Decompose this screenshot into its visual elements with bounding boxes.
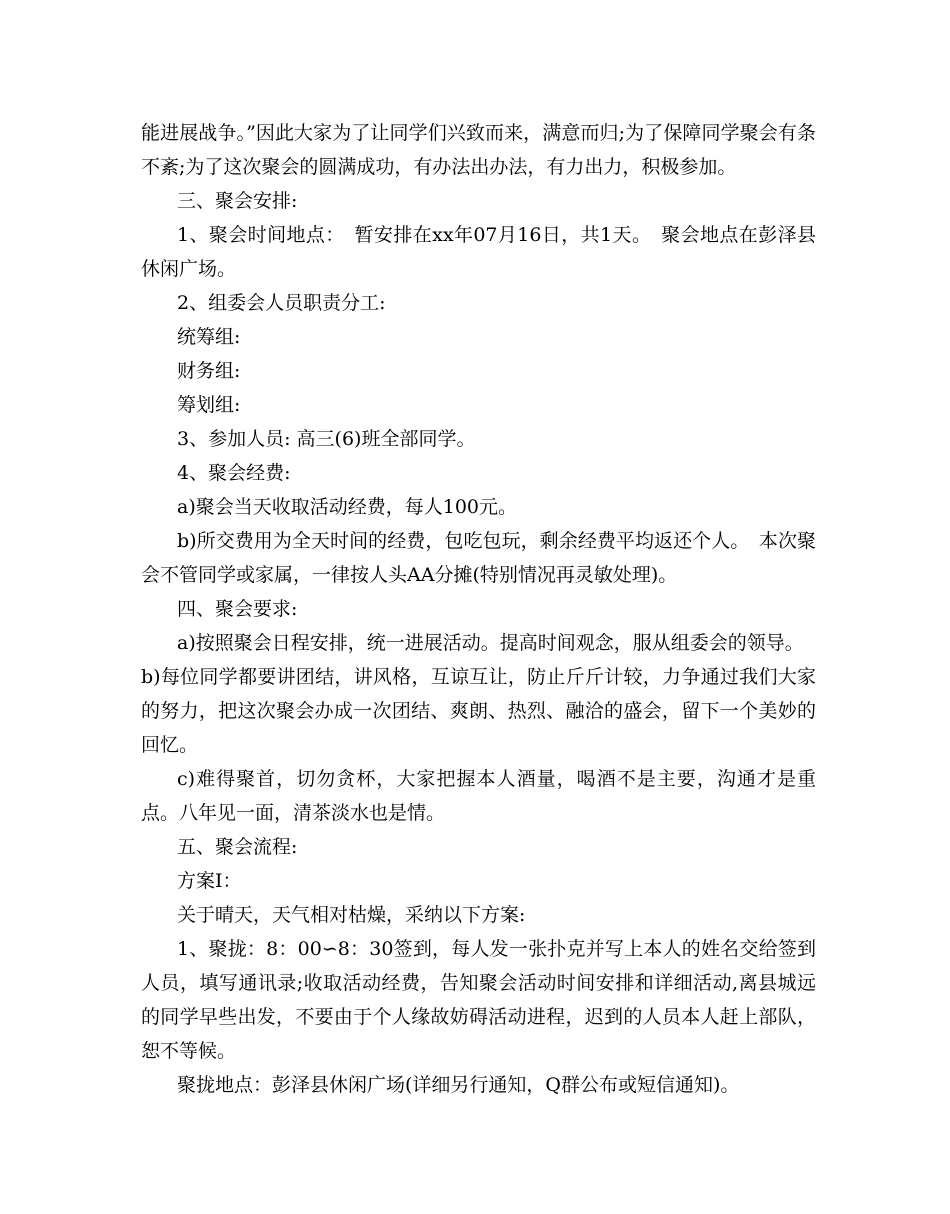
paragraph: 方案Ⅰ： <box>177 870 242 892</box>
paragraph: 筹划组: <box>177 394 241 416</box>
paragraph: 能进展战争。”因此大家为了让同学们兴致而来，满意而归;为了保障同学聚会有条不紊;为了这次聚会的圆满成功，有办法出办法，有力出力，积极参加。 <box>141 122 816 178</box>
paragraph: c)难得聚首，切勿贪杯，大家把握本人酒量，喝酒不是主要，沟通才是重点。八年见一面，清茶淡水也是情。 <box>141 768 816 824</box>
paragraph: 财务组: <box>177 360 241 382</box>
document-body <box>141 116 816 1102</box>
paragraph: 1、聚会时间地点： 暂安排在xx年07月16日，共1天。 聚会地点在彭泽县休闲广场。 <box>141 224 816 280</box>
section-heading-requirements: 四、聚会要求: <box>177 598 298 620</box>
paragraph: 1、聚拢：8：00∽8：30签到，每人发一张扑克并写上本人的姓名交给签到人员，填写通讯录;收取活动经费，告知聚会活动时间安排和详细活动,离县城远的同学早些出发，不要由于个人缘故妨碍活动进程，迟到的人员本人赶上部队，恕不等候。 <box>141 938 816 1062</box>
section-heading-process: 五、聚会流程: <box>177 836 298 858</box>
paragraph: 3、参加人员: 高三(6)班全部同学。 <box>177 428 476 450</box>
paragraph: b)每位同学都要讲团结，讲风格，互谅互让，防止斤斤计较，力争通过我们大家的努力，把这次聚会办成一次团结、爽朗、热烈、融洽的盛会，留下一个美妙的回忆。 <box>141 666 816 756</box>
paragraph: b)所交费用为全天时间的经费，包吃包玩，剩余经费平均返还个人。 本次聚会不管同学或家属，一律按人头AA分摊(特别情况再灵敏处理)。 <box>141 530 816 586</box>
paragraph: a)按照聚会日程安排，统一进展活动。提高时间观念，服从组委会的领导。 <box>177 632 804 654</box>
paragraph: 2、组委会人员职责分工: <box>177 292 386 314</box>
paragraph: 关于晴天，天气相对枯燥，采纳以下方案: <box>177 904 526 926</box>
paragraph: a)聚会当天收取活动经费，每人100元。 <box>177 496 518 518</box>
section-heading-arrangement: 三、聚会安排: <box>177 190 298 212</box>
paragraph: 统筹组: <box>177 326 241 348</box>
paragraph: 4、聚会经费: <box>177 462 291 484</box>
paragraph: 聚拢地点：彭泽县休闲广场(详细另行通知，Q群公布或短信通知)。 <box>177 1074 740 1096</box>
